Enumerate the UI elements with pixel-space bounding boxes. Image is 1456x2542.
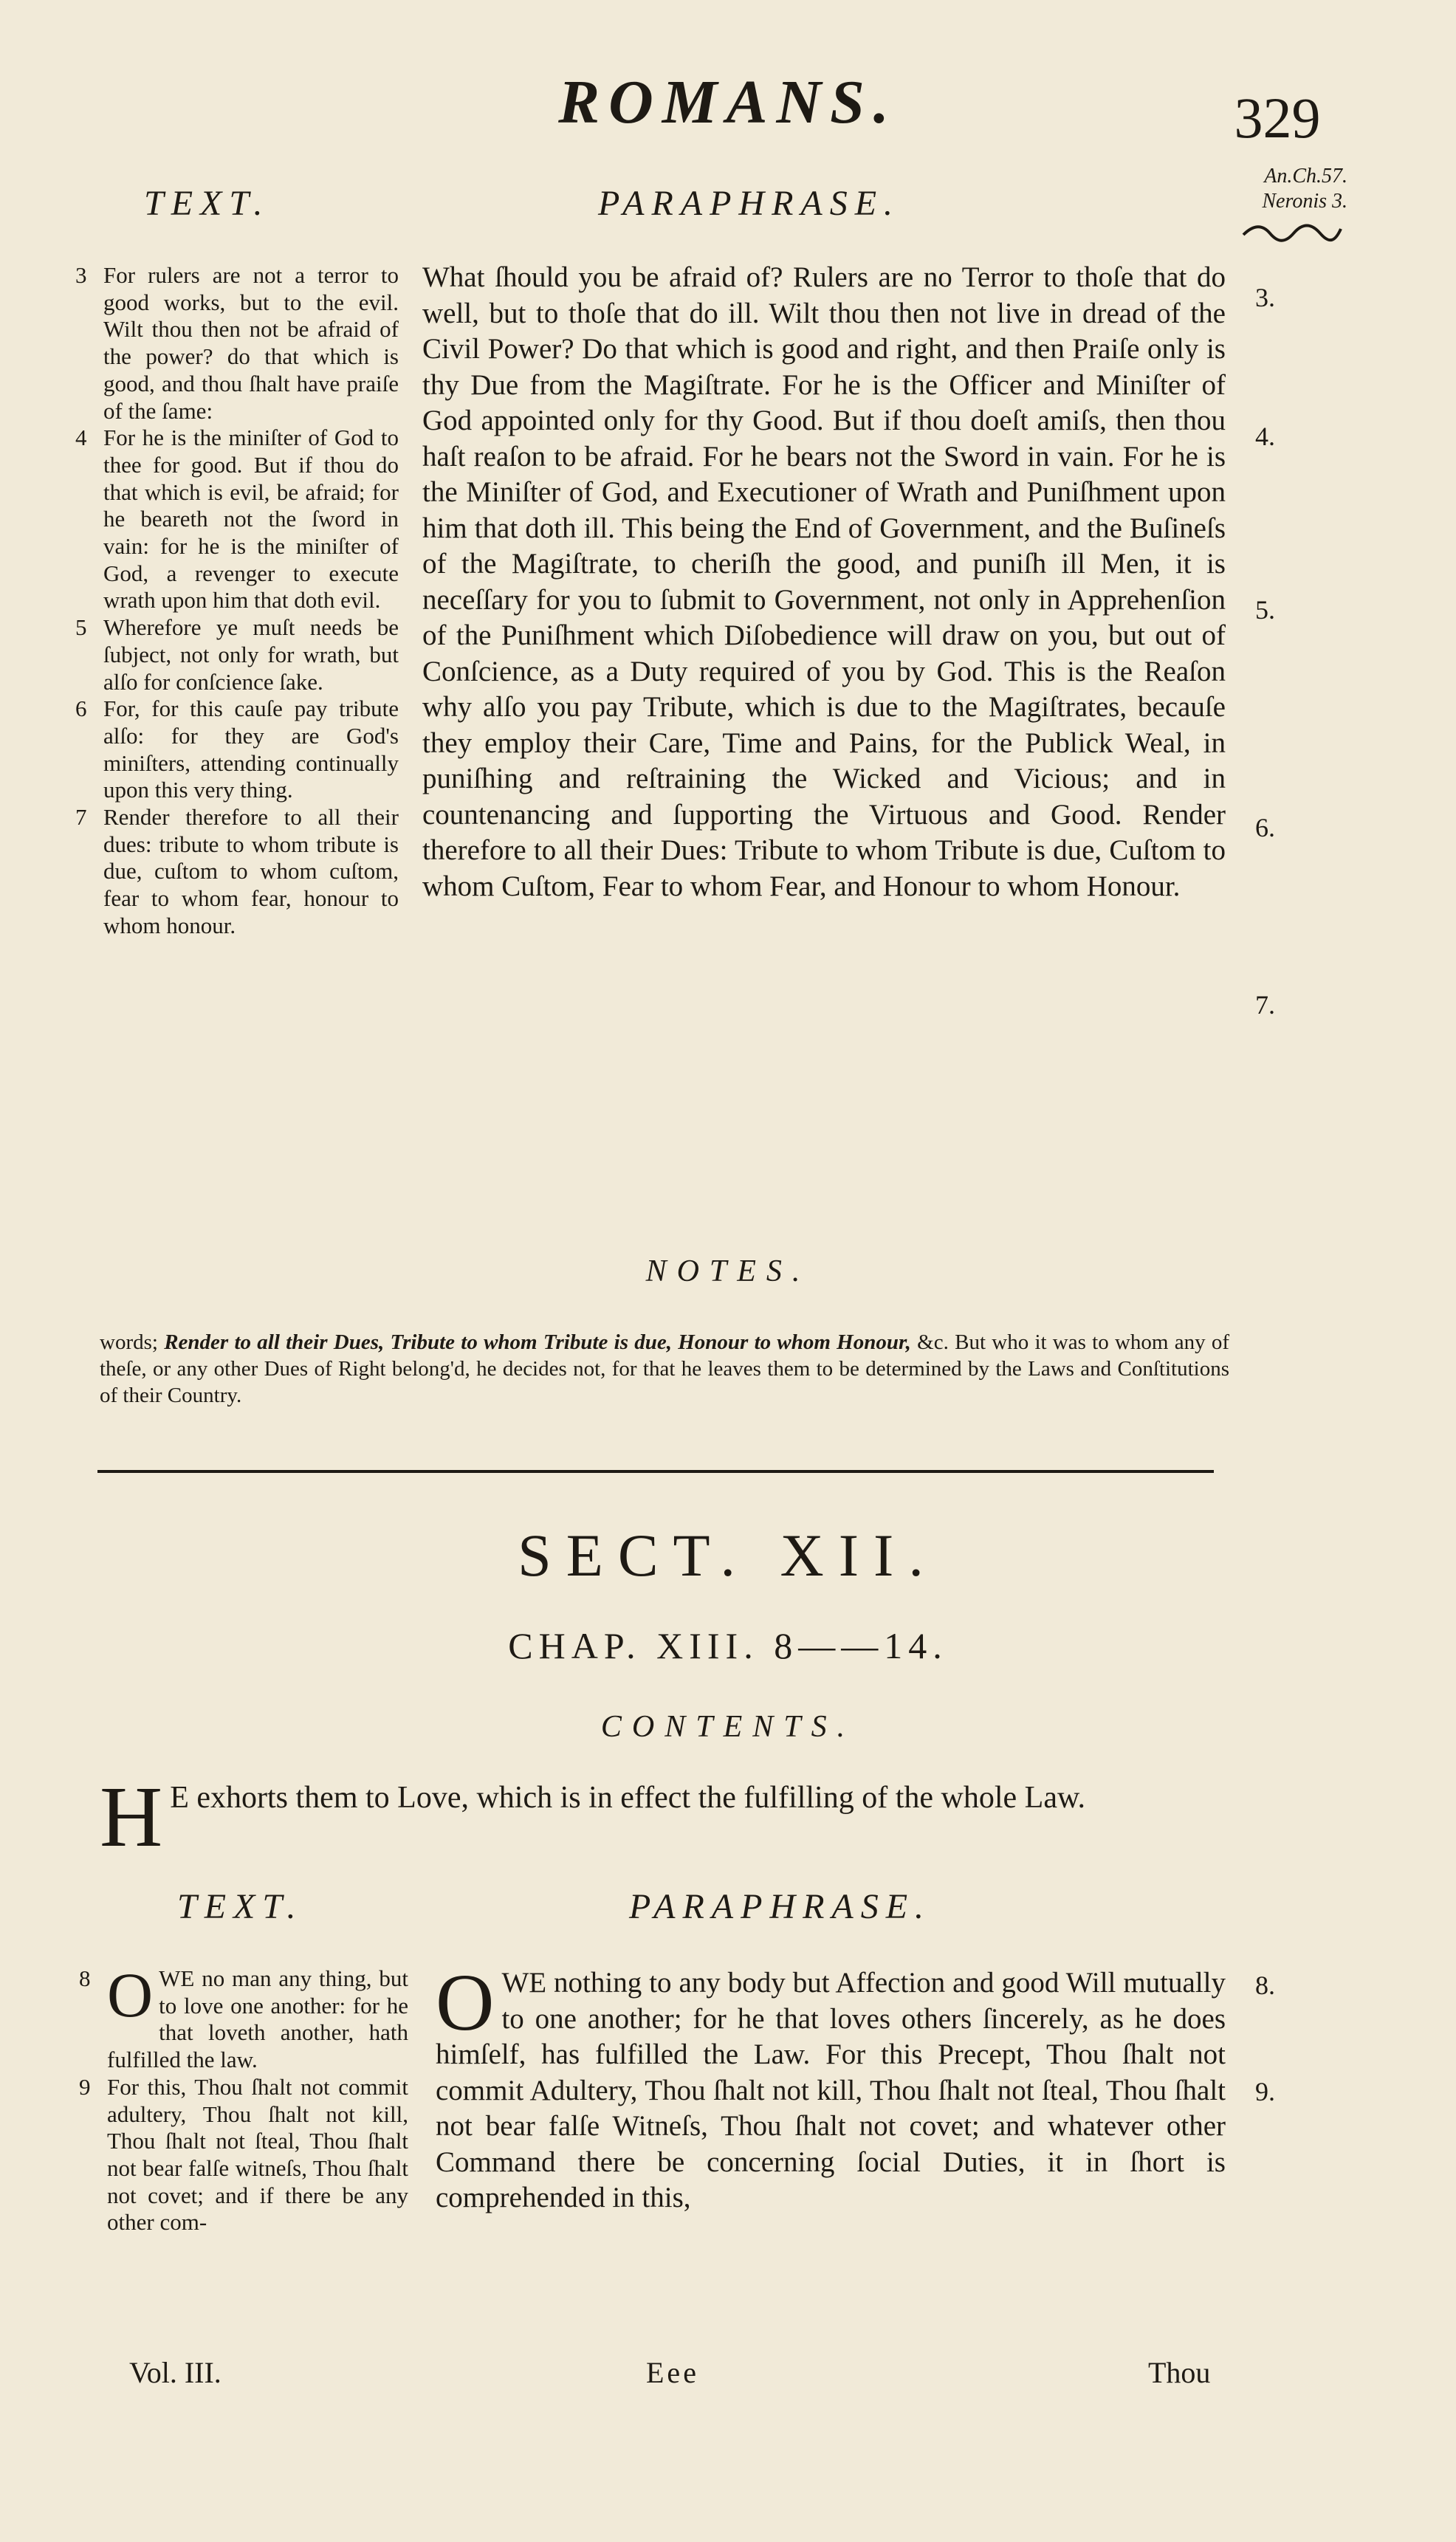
- notes-heading: NOTES.: [645, 1254, 811, 1288]
- verse-text: For this, Thou ſhalt not commit adultery, Thou ſhalt not kill, Thou ſhalt not ſteal, Thou ſhalt not bear falſe witneſs, Thou ſhalt not covet; and if there be any other com-: [107, 2073, 408, 2236]
- notes-etc: &c.: [917, 1330, 949, 1354]
- margin-verse-number: 3.: [1255, 283, 1275, 312]
- paraphrase-dropcap: O: [436, 1957, 495, 2047]
- flourish-ornament: [1240, 219, 1344, 248]
- paraphrase-column: [422, 260, 1226, 904]
- contents-text: E exhorts them to Love, which is in effect the fulfilling of the whole Law.: [170, 1781, 1086, 1815]
- text-column: [79, 1959, 408, 2236]
- verse-text: For rulers are not a terror to good works, but to the evil. Wilt thou then not be afraid of the power? do that which is good, and thou ſhalt have praiſe of the ſame:: [103, 262, 399, 424]
- text-verse-9: [79, 2073, 408, 2236]
- notes-rest: But who it was to whom any of theſe, or any other Dues of Right belong'd, he decides not, for that he leaves them to be determined by the Laws and Conſtitutions of their Country.: [100, 1330, 1229, 1407]
- verse-text: Render therefore to all their dues: tribute to whom tribute is due, cuſtom to whom cuſtom, fear to whom fear, honour to whom honour.: [103, 804, 399, 938]
- text-verse-8: [79, 1959, 408, 2074]
- text-verse-3: [75, 262, 399, 425]
- margin-verse-number: 5.: [1255, 595, 1275, 625]
- verse-number: 4: [75, 425, 87, 451]
- verse-number: 5: [75, 614, 87, 641]
- chapter-title: CHAP. XIII. 8——14.: [508, 1625, 948, 1666]
- paraphrase-paragraph: [436, 1957, 1226, 2216]
- paraphrase-text: What ſhould you be afraid of? Rulers are no Terror to thoſe that do well, but to thoſe that do ill. Wilt thou then not live in dread of the Civil Power? Do that which is good and right, and then Praiſe only is thy Due from the Magiſtrate. For he is the Officer and Miniſter of God appointed only for thy Good. But if thou doeſt amiſs, then thou haſt reaſon to be afraid. For he bears not the Sword in vain. For he is the Miniſter of God, and Executioner of Wrath and Puniſhment upon him that doth ill. This being the End of Government, and the Buſineſs of the Magiſtrate, to cheriſh the good, and puniſh ill Men, it is neceſſary for you to ſubmit to Government, not only in Apprehenſion of the Puniſhment which Diſobedience will draw on you, but out of Conſcience, as a Duty required of you by God. This is the Reaſon why alſo you pay Tribute, which is due to the Magiſtrates, becauſe they employ their Care, Time and Pains, for the Publick Weal, in puniſhing and reſtraining the Wicked and Vicious; and in countenancing and ſupporting the Virtuous and Good. Render therefore to all their Dues: Tribute to whom Tribute is due, Cuſtom to whom Cuſtom, Fear to whom Fear, and Honour to whom Honour.: [422, 261, 1226, 902]
- margin-verse-number: 4.: [1255, 422, 1275, 451]
- contents-heading: CONTENTS.: [600, 1710, 856, 1744]
- running-title: ROMANS.: [558, 68, 898, 137]
- verse-text: Wherefore ye muſt needs be ſubject, not only for wrath, but alſo for conſcience ſake.: [103, 614, 399, 695]
- verse-dropcap: O: [107, 1959, 154, 2030]
- volume-label: Vol. III.: [129, 2356, 222, 2389]
- notes-quote: Render to all their Dues, Tribute to whom Tribute is due, Honour to whom Honour,: [164, 1330, 911, 1354]
- notes-lead: words;: [100, 1330, 158, 1354]
- catchword: Thou: [1148, 2356, 1211, 2389]
- margin-verse-number: 8.: [1255, 1971, 1275, 2000]
- text-column-heading: TEXT.: [144, 184, 270, 223]
- section-title: SECT. XII.: [518, 1522, 938, 1589]
- contents-dropcap: H: [100, 1768, 163, 1865]
- paraphrase-column-heading: PARAPHRASE.: [598, 184, 901, 223]
- margin-verse-number: 9.: [1255, 2077, 1275, 2106]
- margin-date-year: An.Ch.57.: [1264, 165, 1347, 188]
- contents-summary: [100, 1768, 1240, 1865]
- verse-number: 3: [75, 262, 87, 288]
- paraphrase-column-heading: PARAPHRASE.: [629, 1887, 932, 1926]
- page-number: 329: [1234, 86, 1321, 150]
- notes-body: [100, 1329, 1229, 1409]
- verse-text: For, for this cauſe pay tribute alſo: for they are God's miniſters, attending continually upon this very thing.: [103, 695, 399, 803]
- verse-number: 6: [75, 695, 87, 722]
- verse-text: For he is the miniſter of God to thee for good. But if thou do that which is evil, be afraid; for he beareth not the ſword in vain: for he is the miniſter of God, a revenger to execute wrath upon him that doth evil.: [103, 425, 399, 614]
- verse-text: WE no man any thing, but to love one another: for he that loveth another, hath fulfilled the law.: [107, 1965, 408, 2073]
- verse-number: 8: [79, 1965, 91, 1991]
- text-verse-4: [75, 425, 399, 614]
- text-verse-5: [75, 614, 399, 695]
- margin-date-reign: Neronis 3.: [1262, 190, 1347, 213]
- text-verse-6: [75, 695, 399, 804]
- margin-date: [1218, 164, 1347, 214]
- section-divider: [97, 1470, 1214, 1473]
- verse-number: 7: [75, 804, 87, 831]
- paraphrase-column: [436, 1957, 1226, 2216]
- text-column-heading: TEXT.: [177, 1887, 303, 1926]
- signature-mark: Eee: [646, 2356, 699, 2389]
- verse-number: 9: [79, 2073, 91, 2100]
- text-column: [75, 262, 399, 940]
- text-verse-7: [75, 804, 399, 940]
- paraphrase-text: WE nothing to any body but Affection and good Will mutually to one another; for he that loves others ſincerely, as he does himſelf, has fulfilled the Law. For this Precept, Thou ſhalt not commit Adultery, Thou ſhalt not kill, Thou ſhalt not ſteal, Thou ſhalt not bear falſe Witneſs, Thou ſhalt not covet; and whatever other Command there be concerning ſocial Duties, it in ſhort is comprehended in this,: [436, 1967, 1226, 2213]
- margin-verse-number: 6.: [1255, 813, 1275, 842]
- margin-verse-number: 7.: [1255, 990, 1275, 1020]
